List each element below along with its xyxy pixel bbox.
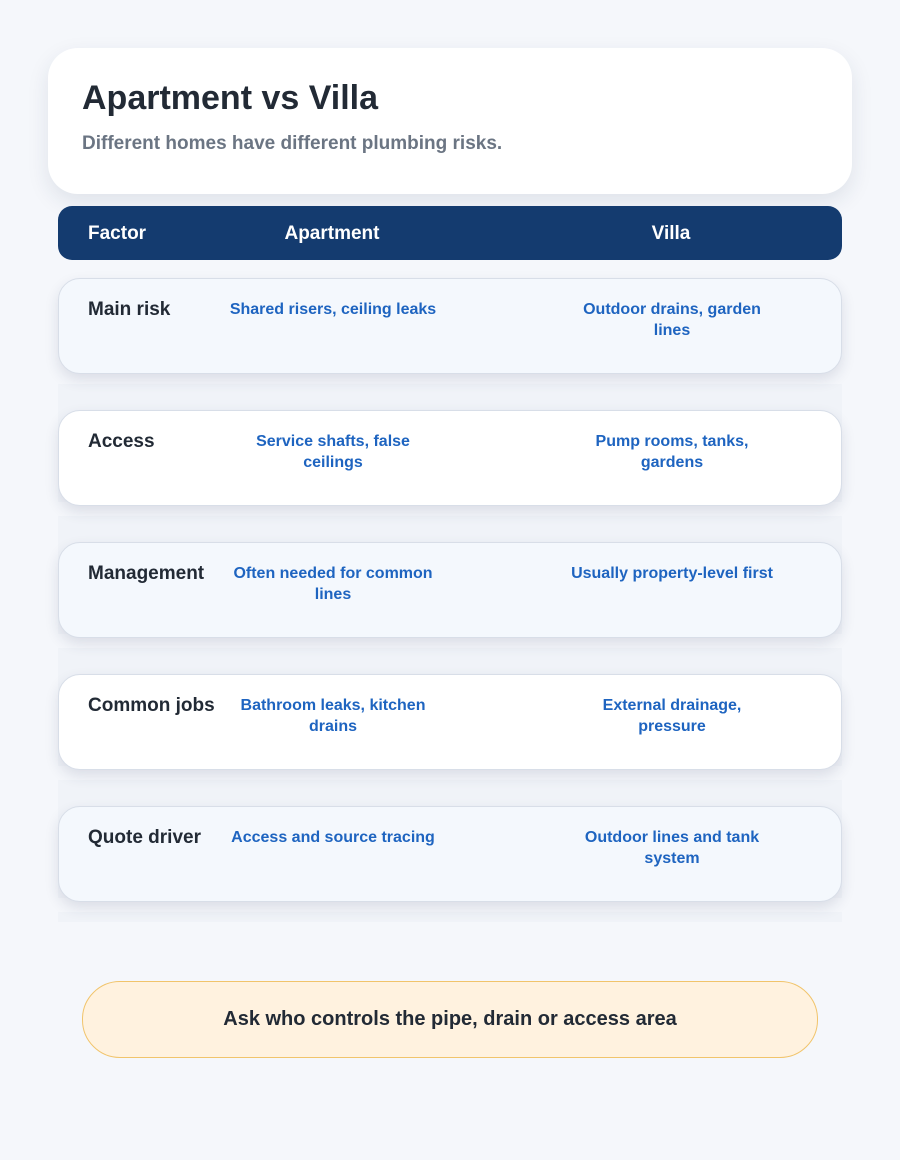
apartment-value: Access and source tracing: [231, 829, 435, 846]
table-row: [58, 542, 842, 638]
factor-label: Access: [88, 431, 155, 452]
table-header: [58, 206, 842, 260]
page-subtitle: Different homes have different plumbing risks.: [82, 133, 503, 154]
apartment-value: Bathroom leaks, kitchen drains: [240, 697, 426, 735]
factor-label: Management: [88, 563, 205, 584]
page-title: Apartment vs Villa: [82, 79, 379, 117]
column-header-villa: Villa: [651, 223, 691, 244]
villa-value: External drainage, pressure: [602, 697, 742, 735]
villa-value: Outdoor lines and tank system: [584, 829, 760, 867]
apartment-value: Often needed for common lines: [233, 565, 433, 603]
factor-label: Main risk: [88, 299, 171, 320]
table-row: [58, 806, 842, 902]
villa-value: Outdoor drains, garden lines: [583, 301, 761, 339]
row-separator: [58, 912, 842, 922]
tip-callout: Ask who controls the pipe, drain or access area: [82, 981, 818, 1058]
header-card: [48, 48, 852, 194]
factor-label: Quote driver: [88, 827, 201, 848]
apartment-value: Service shafts, false ceilings: [256, 433, 410, 471]
apartment-value: Shared risers, ceiling leaks: [229, 301, 437, 318]
column-header-factor: Factor: [88, 223, 147, 244]
table-row: [58, 278, 842, 374]
factor-label: Common jobs: [88, 695, 215, 716]
villa-value: Usually property-level first: [571, 565, 773, 582]
villa-value: Pump rooms, tanks, gardens: [595, 433, 749, 471]
table-row: [58, 674, 842, 770]
column-header-apartment: Apartment: [284, 223, 380, 244]
table-row: [58, 410, 842, 506]
